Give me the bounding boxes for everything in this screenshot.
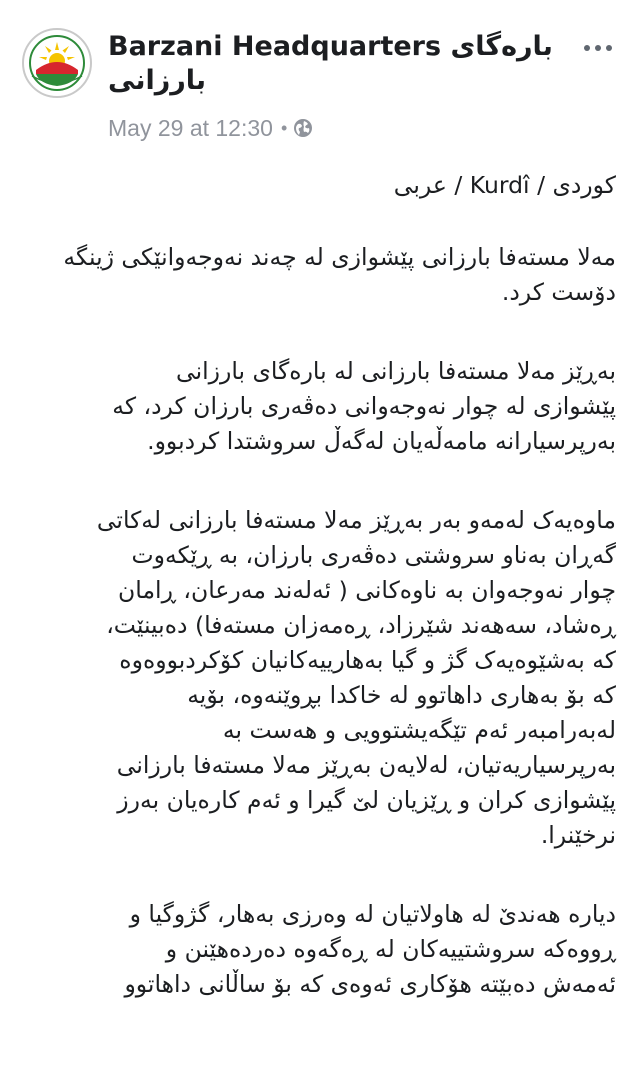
- more-dot: [606, 45, 612, 51]
- page-name-block: [108, 30, 558, 98]
- language-selector-line: کوردی / Kurdî / عربی: [393, 171, 616, 199]
- post-paragraph-1: مەلا مستەفا بارزانی پێشوازی لە چەند نەوجەوانێکی ژینگە دۆست کرد.: [63, 243, 616, 306]
- post-body: [22, 168, 616, 1046]
- more-options-icon[interactable]: [576, 38, 620, 58]
- more-dot: [584, 45, 590, 51]
- post-paragraph-4: دیارە هەندێ لە هاولاتیان لە وەرزی بەهار، گژوگیا و ڕووەکە سروشتییەکان لە ڕەگەوە دەردەهێنن و ئەمەش دەبێتە هۆکاری ئەوەی کە بۆ ساڵانی داهاتوو: [124, 900, 616, 998]
- post-paragraph-3: ماوەیەک لەمەو بەر بەڕێز مەلا مستەفا بارزانی لەکاتی گەڕان بەناو سروشتی دەڤەری بارزان، بە ڕێکەوت چوار نەوجەوان بە ناوەکانی ( ئەلەند مەرعان، ڕامان ڕەشاد، سەهەند شێرزاد، ڕەمەزان مستەفا) دەبینێت، کە بەشێوەیەک گژ و گیا بەهارییەکانیان کۆکردبووەوە کە بۆ بەهاری داهاتوو لە خاکدا بڕوێنەوە، بۆیە لەبەرامبەر ئەم تێگەیشتوویی و هەست بە بەرپرسیاریەتیان، لەلایەن بەڕێز مەلا مستەفا بارزانی پێشوازی کران و ڕێزیان لێ گیرا و ئەم کارەیان بەرز نرخێنرا.: [96, 506, 616, 849]
- post-meta: [108, 113, 313, 143]
- kurdistan-sun-logo-icon: [24, 30, 90, 96]
- page-name-link-line2[interactable]: بارزانی: [108, 65, 207, 96]
- post-header: [0, 0, 640, 150]
- globe-icon[interactable]: [293, 118, 313, 138]
- post-paragraph-2: بەڕێز مەلا مستەفا بارزانی لە بارەگای بارزانی پێشوازی لە چوار نەوجەوانی دەڤەری بارزان کرد، کە بەرپرسیارانە مامەڵەیان لەگەڵ سروشتدا کردبوو.: [112, 357, 616, 455]
- post-timestamp[interactable]: May 29 at 12:30: [108, 114, 273, 141]
- more-dot: [595, 45, 601, 51]
- meta-separator: •: [280, 117, 288, 138]
- page-avatar[interactable]: [22, 28, 92, 98]
- page-name-link[interactable]: Barzani Headquarters بارەگای: [108, 31, 553, 62]
